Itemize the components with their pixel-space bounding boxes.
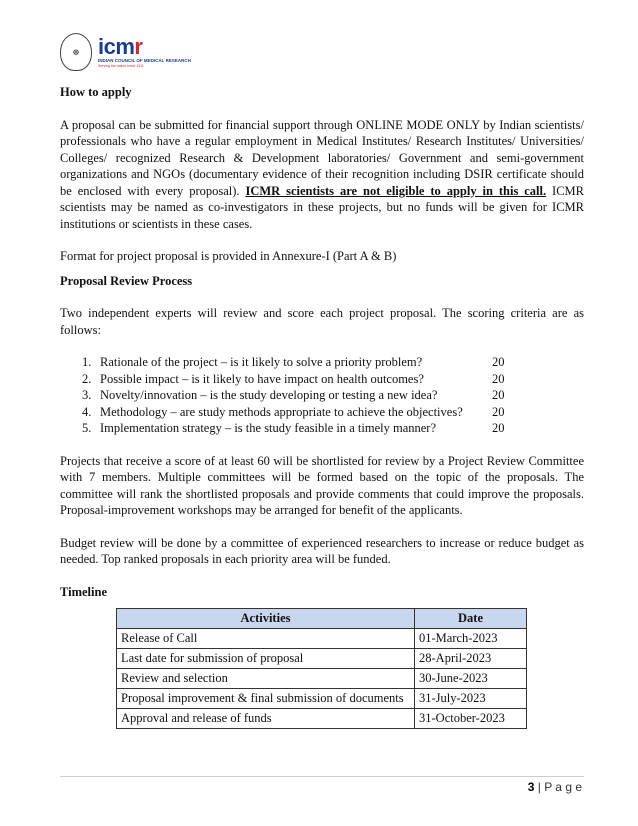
activity-cell: Release of Call <box>117 629 415 649</box>
page-footer <box>528 780 582 794</box>
criteria-item <box>82 404 584 421</box>
criteria-number: 4. <box>82 404 92 419</box>
page-number: 3 <box>527 780 535 794</box>
footer-divider <box>60 776 584 777</box>
icmr-full-name: INDIAN COUNCIL OF MEDICAL RESEARCH <box>98 58 191 63</box>
table-row <box>117 669 527 689</box>
eligibility-text-cont: ICMR scientists may be named as co-investigators in these projects, but no funds will be given for ICMR institutions or scientists in these cases. <box>60 183 584 231</box>
eligibility-text: A proposal can be submitted for financial support through ONLINE MODE ONLY by Indian scientists/ professionals who have a regular employment in Medical Institutes/ Research Institutes/ Universities/ Colleges/ recognized Research & Development laboratories/ Government and semi-government organizations and NGOs (documentary evidence of their recognition including DSIR certificate should be enclosed with every proposal). <box>60 117 584 198</box>
eligibility-paragraph <box>60 117 584 233</box>
scoring-criteria-list <box>60 354 584 437</box>
criteria-score: 20 <box>492 421 505 435</box>
activity-cell: Approval and release of funds <box>117 709 415 729</box>
eligibility-emphasis: ICMR scientists are not eligible to apply in this call. <box>245 183 547 198</box>
column-header-date: Date <box>415 609 527 629</box>
document-body <box>60 84 584 729</box>
criteria-number: 1. <box>82 355 92 369</box>
criteria-score: 20 <box>492 388 505 402</box>
criteria-number: 2. <box>82 371 92 386</box>
emblem-glyph: ☸ <box>72 47 80 57</box>
criteria-item <box>82 354 584 371</box>
how-to-apply-heading: How to apply <box>60 85 132 99</box>
timeline-table <box>116 608 527 729</box>
criteria-text: Implementation strategy – is the study feasible in a timely manner? <box>100 421 437 435</box>
national-emblem-icon <box>60 33 92 71</box>
activity-cell: Review and selection <box>117 669 415 689</box>
criteria-text: Rationale of the project – is it likely to solve a priority problem? <box>100 355 423 369</box>
page-label: P a g e <box>544 780 582 794</box>
shortlist-paragraph: Projects that receive a score of at least 60 will be shortlisted for review by a Project Review Committee with 7 members. Multiple committees will be formed based on the topic of the proposals. The committee will rank the shortlisted proposals and provide comments that could improve the proposals. Proposal-improvement workshops may be arranged for benefit of the applicants. <box>60 453 584 517</box>
format-paragraph: Format for project proposal is provided in Annexure-I (Part A & B) <box>60 249 397 263</box>
table-row <box>117 709 527 729</box>
criteria-text: Novelty/innovation – is the study developing or testing a new idea? <box>100 388 438 402</box>
icmr-logo <box>98 36 191 68</box>
header-logo <box>60 32 191 72</box>
review-process-heading: Proposal Review Process <box>60 273 193 288</box>
table-row <box>117 649 527 669</box>
icmr-tagline: Serving the nation since 1911 <box>98 63 144 68</box>
criteria-score: 20 <box>492 371 505 386</box>
footer-separator: | <box>534 780 545 794</box>
icmr-wordmark <box>98 36 191 58</box>
timeline-heading: Timeline <box>60 584 107 599</box>
criteria-item <box>82 371 584 388</box>
date-cell: 31-July-2023 <box>415 689 527 709</box>
column-header-activities: Activities <box>117 609 415 629</box>
criteria-text: Possible impact – is it likely to have impact on health outcomes? <box>100 371 424 386</box>
criteria-score: 20 <box>492 355 505 369</box>
activity-cell: Proposal improvement & final submission of documents <box>117 689 415 709</box>
activity-cell: Last date for submission of proposal <box>117 649 415 669</box>
date-cell: 31-October-2023 <box>415 709 527 729</box>
review-intro-paragraph: Two independent experts will review and score each project proposal. The scoring criteria are as follows: <box>60 306 584 337</box>
table-row <box>117 629 527 649</box>
date-cell: 28-April-2023 <box>415 649 527 669</box>
table-row <box>117 689 527 709</box>
criteria-item <box>82 420 584 437</box>
criteria-number: 3. <box>82 388 92 402</box>
criteria-item <box>82 387 584 404</box>
date-cell: 30-June-2023 <box>415 669 527 689</box>
criteria-number: 5. <box>82 421 92 435</box>
budget-paragraph: Budget review will be done by a committee of experienced researchers to increase or reduce budget as needed. Top ranked proposals in each priority area will be funded. <box>60 535 584 566</box>
table-header-row <box>117 609 527 629</box>
icmr-wordmark-end: r <box>134 34 143 59</box>
icmr-wordmark-main: icm <box>98 34 135 59</box>
criteria-score: 20 <box>492 404 505 419</box>
date-cell: 01-March-2023 <box>415 629 527 649</box>
criteria-text: Methodology – are study methods appropriate to achieve the objectives? <box>100 404 463 419</box>
